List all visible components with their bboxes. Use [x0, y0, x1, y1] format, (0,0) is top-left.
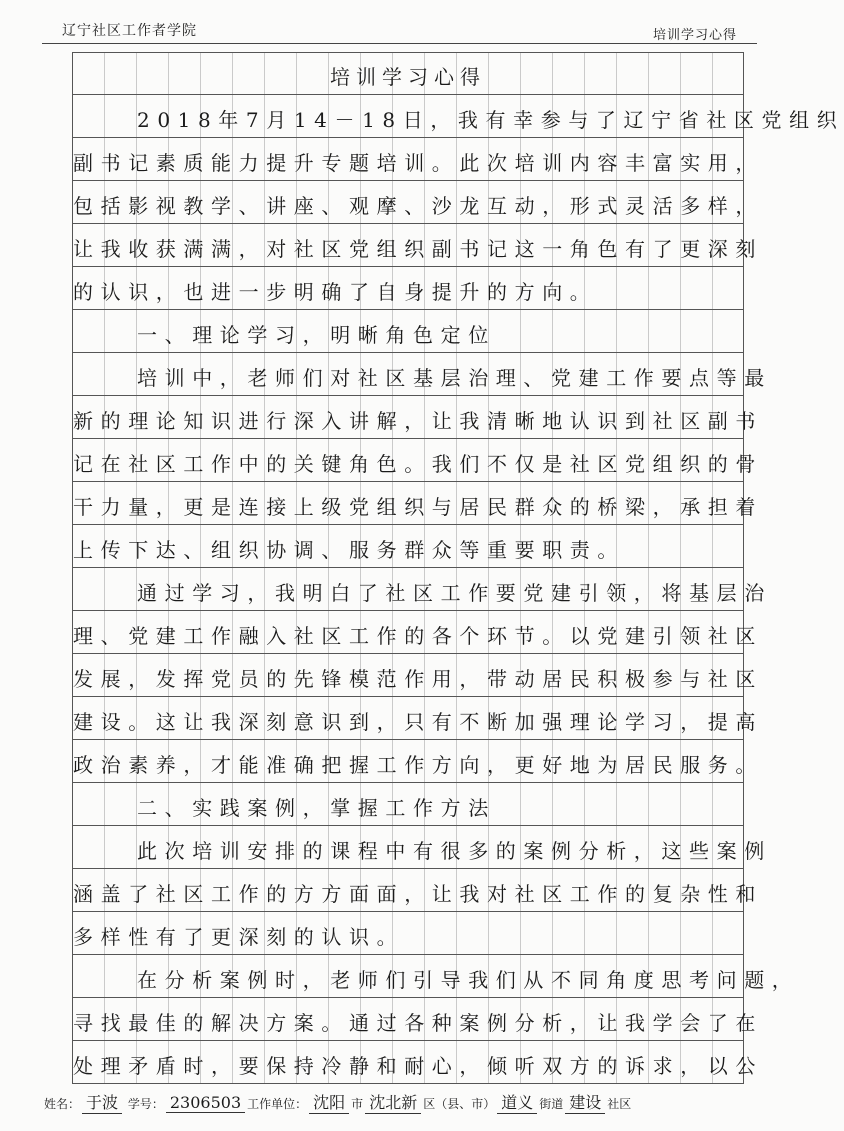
city-value: 沈阳	[309, 1090, 349, 1114]
grid-row	[73, 568, 772, 611]
grid-row	[73, 439, 763, 482]
grid-row	[73, 654, 763, 697]
grid-row	[73, 181, 763, 224]
grid-row	[73, 740, 763, 783]
text-line: 涵盖了社区工作的方方面面，让我对社区工作的复杂性和	[73, 882, 763, 906]
institution-header: 辽宁社区工作者学院	[62, 23, 197, 39]
city-suffix: 市	[351, 1097, 364, 1111]
grid-row	[73, 396, 763, 439]
grid-row	[73, 912, 743, 955]
unit-label: 工作单位：	[247, 1097, 308, 1111]
text-line: 通过学习，我明白了社区工作要党建引领，将基层治	[137, 581, 772, 605]
community-suffix: 社区	[607, 1097, 632, 1111]
text-line: 上传下达、组织协调、服务群众等重要职责。	[73, 538, 625, 562]
grid-row	[73, 998, 763, 1041]
grid-row	[73, 869, 763, 912]
grid-row	[73, 52, 743, 95]
text-line: 记在社区工作中的关键角色。我们不仅是社区党组织的骨	[73, 452, 763, 476]
grid-row	[73, 267, 743, 310]
grid-row	[73, 224, 763, 267]
text-line: 在分析案例时，老师们引导我们从不同角度思考问题，	[137, 968, 800, 992]
author-footer	[44, 1090, 631, 1114]
text-line: 寻找最佳的解决方案。通过各种案例分析，让我学会了在	[73, 1011, 763, 1035]
text-line: 多样性有了更深刻的认识。	[73, 925, 405, 949]
text-line: 包括影视教学、讲座、观摩、沙龙互动，形式灵活多样，	[73, 194, 763, 218]
document-type-header: 培训学习心得	[652, 28, 737, 43]
text-line: 发展，发挥党员的先锋模范作用，带动居民积极参与社区	[73, 667, 763, 691]
id-label: 学号：	[127, 1097, 164, 1111]
text-line: 干力量，更是连接上级党组织与居民群众的桥梁，承担着	[73, 495, 763, 519]
grid-row	[73, 1041, 763, 1084]
text-line: 的认识，也进一步明确了自身提升的方向。	[73, 280, 598, 304]
header-rule	[42, 43, 757, 44]
street-suffix: 街道	[539, 1097, 564, 1111]
name-label: 姓名：	[44, 1097, 81, 1111]
grid-row	[73, 310, 743, 353]
text-line: 处理矛盾时，要保持冷静和耐心，倾听双方的诉求，以公	[73, 1054, 763, 1078]
student-id-value: 2306503	[166, 1093, 245, 1113]
section-heading-1: 一、理论学习，明晰角色定位	[137, 323, 496, 347]
grid-row	[73, 955, 800, 998]
district-suffix: 区（县、市）	[423, 1097, 496, 1111]
community-value: 建设	[565, 1090, 605, 1114]
essay-title: 培训学习心得	[330, 65, 486, 89]
grid-row	[73, 783, 743, 826]
text-line: 让我收获满满，对社区党组织副书记这一角色有了更深刻	[73, 237, 763, 261]
name-value: 于波	[82, 1090, 122, 1114]
text-line: 理、党建工作融入社区工作的各个环节。以党建引领社区	[73, 624, 763, 648]
district-value: 沈北新	[365, 1090, 421, 1114]
text-line: 培训中，老师们对社区基层治理、党建工作要点等最	[137, 366, 772, 390]
manuscript-grid	[72, 52, 844, 1084]
grid-row	[73, 826, 772, 869]
grid-row	[73, 525, 743, 568]
grid-row	[73, 697, 763, 740]
text-line: 政治素养，才能准确把握工作方向，更好地为居民服务。	[73, 753, 763, 777]
text-line: 副书记素质能力提升专题培训。此次培训内容丰富实用，	[73, 151, 763, 175]
grid-row	[73, 138, 763, 181]
grid-row	[73, 95, 844, 138]
section-heading-2: 二、实践案例，掌握工作方法	[137, 796, 496, 820]
grid-row	[73, 482, 763, 525]
text-line: 此次培训安排的课程中有很多的案例分析，这些案例	[137, 839, 772, 863]
grid-row	[73, 611, 763, 654]
text-line: 建设。这让我深刻意识到，只有不断加强理论学习，提高	[73, 710, 763, 734]
text-line: 2018年7月14－18日，我有幸参与了辽宁省社区党组织	[137, 108, 844, 132]
text-line: 新的理论知识进行深入讲解，让我清晰地认识到社区副书	[73, 409, 763, 433]
grid-row	[73, 353, 772, 396]
street-value: 道义	[497, 1090, 537, 1114]
